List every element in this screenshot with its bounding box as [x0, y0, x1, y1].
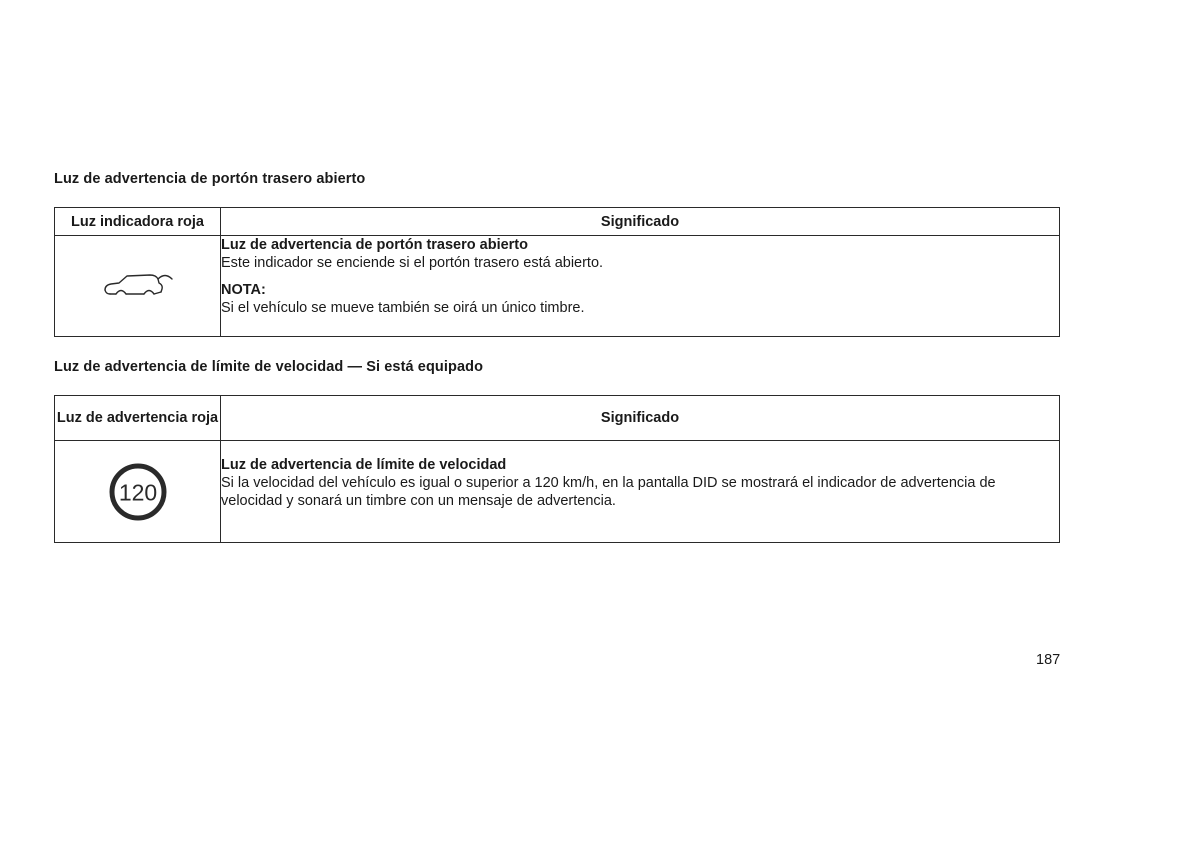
note-label: NOTA: — [221, 282, 266, 298]
header-meaning: Significado — [221, 208, 1060, 236]
icon-cell — [55, 236, 221, 337]
item-title: Luz de advertencia de límite de velocidad — [221, 456, 507, 473]
section-heading-tailgate: Luz de advertencia de portón trasero abierto — [54, 171, 366, 187]
note-text: Si el vehículo se mueve también se oirá un único timbre. — [221, 300, 585, 316]
table-header-row — [55, 208, 1060, 236]
speed-limit-warning-table — [54, 395, 1060, 543]
section-heading-speed-limit: Luz de advertencia de límite de velocidad — Si está equipado — [54, 359, 484, 375]
description-cell — [221, 236, 1060, 337]
header-indicator: Luz de advertencia roja — [55, 396, 221, 441]
table-row — [55, 236, 1060, 337]
icon-cell — [55, 441, 221, 543]
header-meaning: Significado — [221, 396, 1060, 441]
description-cell — [221, 441, 1060, 543]
tailgate-open-icon — [102, 278, 174, 294]
tailgate-warning-table — [54, 207, 1060, 337]
table-header-row — [55, 396, 1060, 441]
header-indicator: Luz indicadora roja — [55, 208, 221, 236]
table-row — [55, 441, 1060, 543]
item-description: Si la velocidad del vehículo es igual o superior a 120 km/h, en la pantalla DID se mostrará el indicador de advertencia de velocidad y sonará un timbre con un mensaje de advertencia. — [221, 474, 996, 509]
item-description: Este indicador se enciende si el portón trasero está abierto. — [221, 255, 604, 271]
speed-limit-warning-icon — [108, 479, 168, 505]
item-title: Luz de advertencia de portón trasero abierto — [221, 237, 528, 253]
speed-limit-value: 120 — [118, 479, 157, 505]
page-number: 187 — [1036, 652, 1061, 668]
